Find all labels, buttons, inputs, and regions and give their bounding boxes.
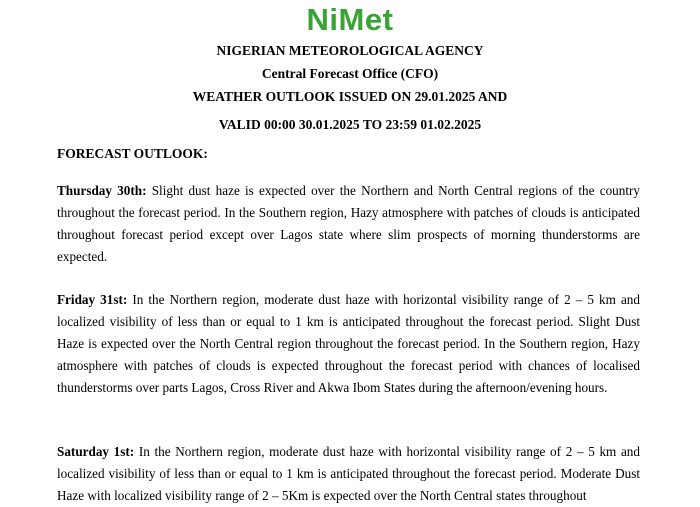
forecast-paragraph-friday — [57, 289, 640, 399]
forecast-text: In the Northern region, moderate dust haze with horizontal visibility range of 2 – 5 km and localized visibility of less than or equal to 1 km is anticipated throughout the forecast period. Slight Dust Haze is expected over the North Central region throughout the forecast period. In the Southern region, Hazy atmosphere with patches of clouds is expected throughout the forecast period with chances of localised thunderstorms over parts Lagos, Cross River and Akwa Ibom States during the afternoon/evening hours. — [57, 292, 640, 395]
nimet-logo: NiMet — [306, 2, 394, 37]
issued-line: WEATHER OUTLOOK ISSUED ON 29.01.2025 AND — [192, 89, 508, 104]
forecast-outlook-heading: FORECAST OUTLOOK: — [57, 146, 208, 161]
forecast-day-label: Thursday 30th: — [57, 183, 147, 198]
forecast-day-label: Saturday 1st: — [57, 444, 135, 459]
forecast-day-label: Friday 31st: — [57, 292, 128, 307]
office-name: Central Forecast Office (CFO) — [261, 66, 439, 81]
valid-line: VALID 00:00 30.01.2025 TO 23:59 01.02.2025 — [218, 117, 482, 132]
agency-name: NIGERIAN METEOROLOGICAL AGENCY — [216, 43, 484, 58]
forecast-text: Slight dust haze is expected over the Northern and North Central regions of the country throughout the forecast period. In the Southern region, Hazy atmosphere with patches of clouds is anticipated throughout forecast period except over Lagos state where slim prospects of morning thunderstorms are expected. — [57, 183, 641, 264]
forecast-paragraph-saturday — [57, 441, 640, 507]
forecast-paragraph-thursday — [57, 180, 640, 268]
forecast-text: In the Northern region, moderate dust haze with horizontal visibility range of 2 – 5 km and localized visibility of less than or equal to 1 km is anticipated throughout the forecast period. Moderate Dust Haze with localized visibility range of 2 – 5Km is expected over the North Central states throughout — [57, 444, 640, 503]
